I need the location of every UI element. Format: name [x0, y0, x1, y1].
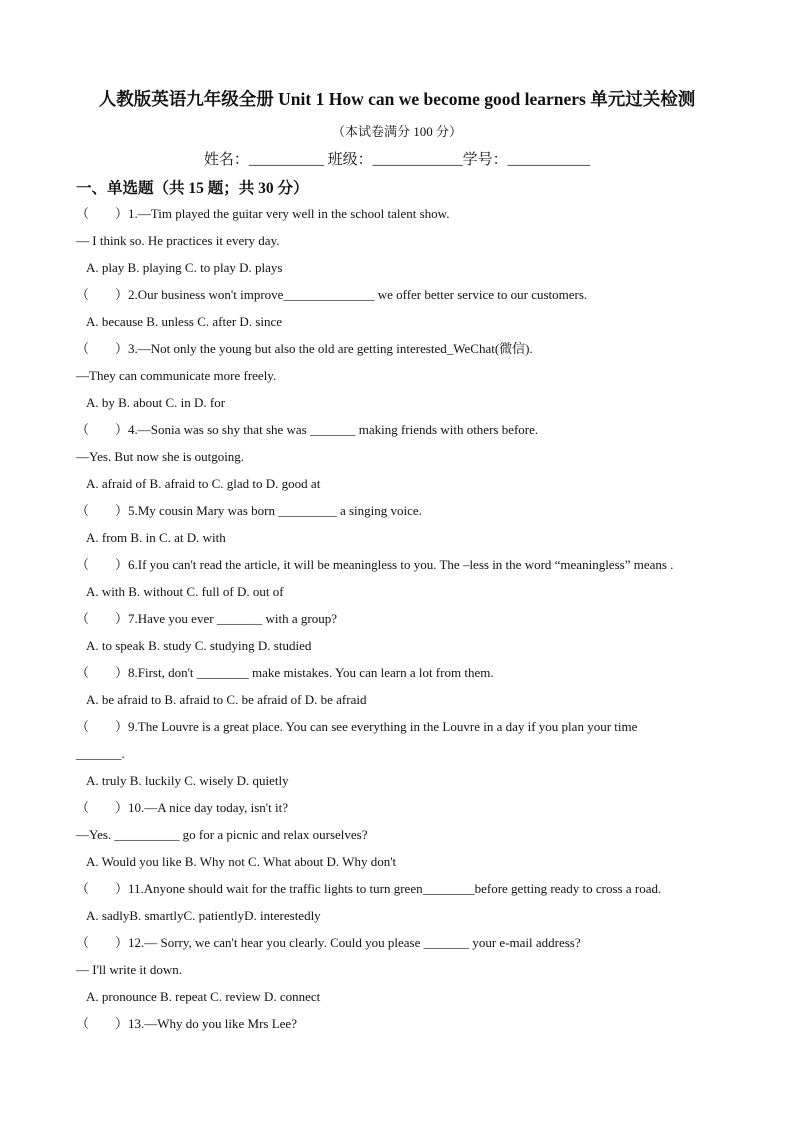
options-7: A. to speak B. study C. studying D. studied [86, 638, 312, 653]
options-5: A. from B. in C. at D. with [86, 530, 226, 545]
options-10: A. Would you like B. Why not C. What about D. Why don't [86, 854, 397, 869]
options-2: A. because B. unless C. after D. since [86, 314, 283, 329]
options-6: A. with B. without C. full of D. out of [86, 584, 284, 599]
options-1: A. play B. playing C. to play D. plays [86, 260, 283, 275]
question-13: （ ）13.—Why do you like Mrs Lee? [76, 1016, 297, 1031]
answer-line: —Yes. But now she is outgoing. [76, 449, 245, 464]
question-12: （ ）12.— Sorry, we can't hear you clearly. Could you please _______ your e-mail address? [76, 935, 581, 950]
options-9: A. truly B. luckily C. wisely D. quietly [86, 773, 289, 788]
student-info-line: 姓名：__________ 班级：____________学号：___________ [203, 152, 591, 168]
question-9-continued: _______. [76, 746, 125, 761]
question-11: （ ）11.Anyone should wait for the traffic lights to turn green________before getting ready to cross a road. [76, 881, 662, 896]
score-note: （本试卷满分 100 分） [331, 124, 462, 139]
options-11: A. sadlyB. smartlyC. patientlyD. interestedly [86, 908, 321, 923]
question-1: （ ）1.—Tim played the guitar very well in the school talent show. [76, 206, 450, 221]
question-9: （ ）9.The Louvre is a great place. You can see everything in the Louvre in a day if you plan your time [76, 719, 638, 734]
question-2: （ ）2.Our business won't improve______________ we offer better service to our customers. [76, 287, 588, 302]
answer-line: — I think so. He practices it every day. [76, 233, 280, 248]
question-10: （ ）10.—A nice day today, isn't it? [76, 800, 288, 815]
options-8: A. be afraid to B. afraid to C. be afraid of D. be afraid [86, 692, 367, 707]
answer-line: — I'll write it down. [76, 962, 182, 977]
question-3: （ ）3.—Not only the young but also the old are getting interested_WeChat(微信). [76, 341, 533, 356]
options-12: A. pronounce B. repeat C. review D. connect [86, 989, 321, 1004]
question-4: （ ）4.—Sonia was so shy that she was _______ making friends with others before. [76, 422, 539, 437]
question-8: （ ）8.First, don't ________ make mistakes. You can learn a lot from them. [76, 665, 494, 680]
section-heading: 一、单选题（共 15 题；共 30 分） [76, 180, 309, 197]
answer-line: —They can communicate more freely. [76, 368, 277, 383]
question-7: （ ）7.Have you ever _______ with a group? [76, 611, 338, 626]
answer-line: —Yes. __________ go for a picnic and relax ourselves? [76, 827, 368, 842]
options-4: A. afraid of B. afraid to C. glad to D. good at [86, 476, 321, 491]
question-5: （ ）5.My cousin Mary was born _________ a singing voice. [76, 503, 422, 518]
page-title: 人教版英语九年级全册 Unit 1 How can we become good learners 单元过关检测 [98, 89, 696, 109]
question-list [76, 200, 736, 1037]
options-3: A. by B. about C. in D. for [86, 395, 226, 410]
question-6: （ ）6.If you can't read the article, it will be meaningless to you. The –less in the word “meaningless” means . [76, 557, 674, 572]
